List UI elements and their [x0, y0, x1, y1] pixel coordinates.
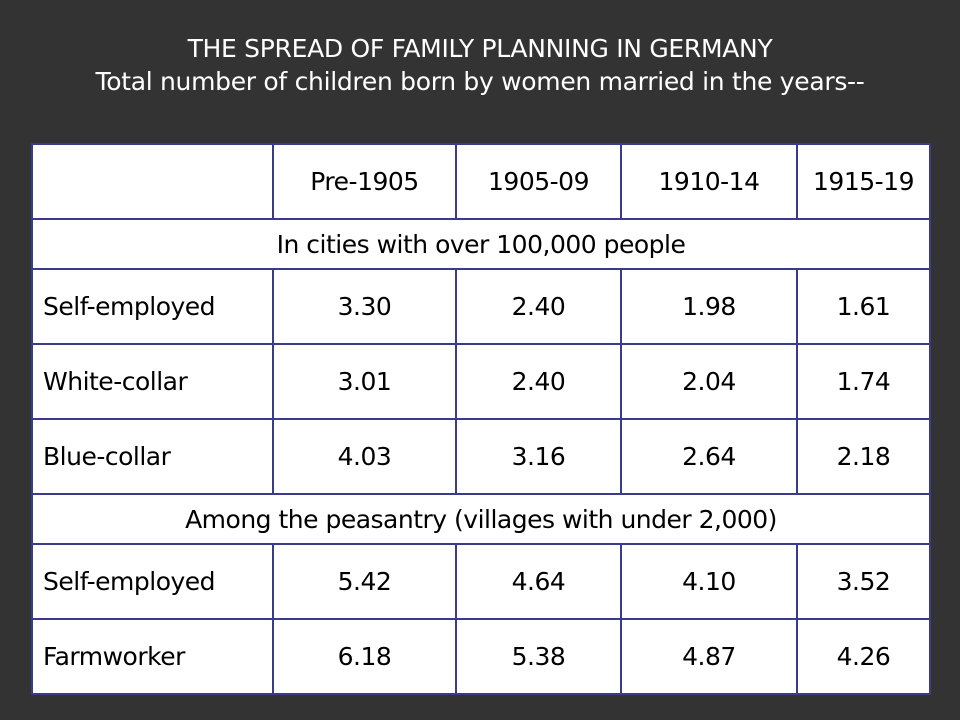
table-row [32, 544, 930, 619]
table-cell: 3.52 [797, 544, 930, 619]
table-row [32, 344, 930, 419]
table-cell: 5.38 [456, 619, 621, 694]
fertility-table [31, 143, 931, 695]
table-row [32, 269, 930, 344]
section-heading-cities: In cities with over 100,000 people [32, 219, 930, 269]
header-cell-pre-1905: Pre-1905 [273, 144, 456, 219]
header-cell-1910-14: 1910-14 [621, 144, 797, 219]
row-label: Self-employed [32, 544, 273, 619]
table-cell: 1.74 [797, 344, 930, 419]
header-cell-1905-09: 1905-09 [456, 144, 621, 219]
table-cell: 2.18 [797, 419, 930, 494]
table-row [32, 619, 930, 694]
table-cell: 6.18 [273, 619, 456, 694]
table-cell: 1.98 [621, 269, 797, 344]
row-label: White-collar [32, 344, 273, 419]
table-cell: 4.87 [621, 619, 797, 694]
slide-title [0, 32, 960, 98]
row-label: Self-employed [32, 269, 273, 344]
table-cell: 3.16 [456, 419, 621, 494]
table-cell: 2.40 [456, 269, 621, 344]
table-cell: 2.40 [456, 344, 621, 419]
title-line-1: THE SPREAD OF FAMILY PLANNING IN GERMANY [187, 34, 773, 63]
table-cell: 4.64 [456, 544, 621, 619]
table-cell: 5.42 [273, 544, 456, 619]
table-row [32, 419, 930, 494]
table-header-row [32, 144, 930, 219]
section-heading-row [32, 494, 930, 544]
table-cell: 1.61 [797, 269, 930, 344]
row-label: Blue-collar [32, 419, 273, 494]
table-cell: 3.30 [273, 269, 456, 344]
table-cell: 4.10 [621, 544, 797, 619]
header-cell-1915-19: 1915-19 [797, 144, 930, 219]
table-cell: 4.26 [797, 619, 930, 694]
table-cell: 2.64 [621, 419, 797, 494]
row-label: Farmworker [32, 619, 273, 694]
header-cell-empty [32, 144, 273, 219]
section-heading-row [32, 219, 930, 269]
title-line-2: Total number of children born by women married in the years-- [95, 67, 865, 96]
table-cell: 3.01 [273, 344, 456, 419]
section-heading-peasantry: Among the peasantry (villages with under 2,000) [32, 494, 930, 544]
table-cell: 4.03 [273, 419, 456, 494]
table-cell: 2.04 [621, 344, 797, 419]
